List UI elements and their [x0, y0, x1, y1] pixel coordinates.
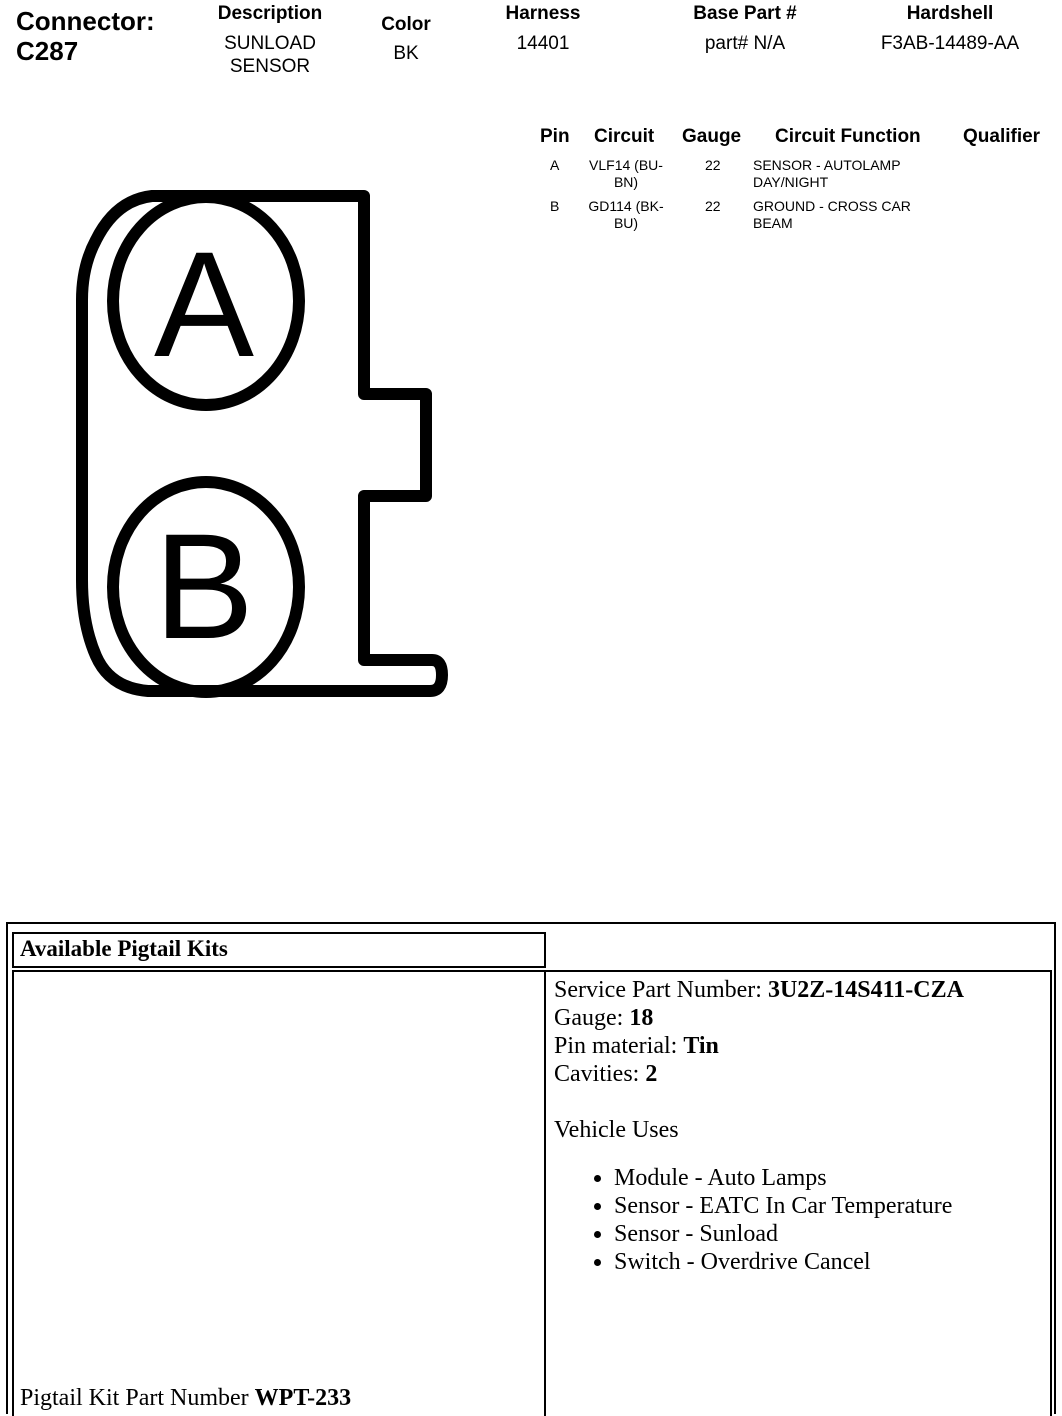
pin-material-label: Pin material: — [554, 1033, 678, 1059]
hardshell-value: F3AB-14489-AA — [880, 33, 1020, 54]
pin-b-gauge: 22 — [705, 198, 721, 214]
hardshell-column — [860, 2, 1040, 55]
cavities-line — [554, 1060, 1042, 1088]
pin-b-function — [753, 198, 911, 232]
pigtail-title: Available Pigtail Kits — [12, 932, 546, 968]
cavity-b-label: B — [153, 502, 255, 670]
description-value-line-2: SENSOR — [229, 56, 311, 77]
circuit-header: Circuit — [594, 126, 655, 147]
vehicle-use-item: • Switch - Overdrive Cancel — [614, 1248, 1042, 1276]
pin-material-line — [554, 1032, 1042, 1060]
connector-housing-outline — [82, 196, 442, 691]
base-part-column — [675, 2, 815, 55]
connector-face-diagram — [60, 180, 460, 720]
vehicle-use-item: • Sensor - EATC In Car Temperature — [614, 1192, 1042, 1220]
connector-header — [0, 0, 1062, 90]
description-value-line-1: SUNLOAD — [224, 33, 316, 54]
color-heading: Color — [381, 14, 431, 35]
cavity-a-label: A — [153, 220, 255, 388]
pin-b-circuit-line-1: GD114 (BK- — [588, 198, 664, 214]
description-column — [200, 2, 340, 78]
pin-b-circuit — [578, 198, 674, 232]
gauge-line — [554, 1004, 1042, 1032]
service-part-value: 3U2Z-14S411-CZA — [767, 977, 964, 1003]
pigtail-kits-table — [6, 922, 1056, 1414]
harness-heading: Harness — [505, 3, 581, 24]
harness-column — [483, 2, 603, 55]
service-part-line — [554, 976, 1042, 1004]
pigtail-empty-header-cell — [548, 932, 1052, 972]
cavities-label: Cavities: — [554, 1061, 640, 1087]
gauge-label: Gauge: — [554, 1005, 624, 1031]
pin-header: Pin — [540, 126, 570, 147]
description-heading: Description — [217, 3, 323, 24]
hardshell-heading: Hardshell — [906, 3, 994, 24]
pin-a-circuit-line-1: VLF14 (BU- — [589, 157, 663, 173]
pin-b-function-line-1: GROUND - CROSS CAR — [753, 198, 911, 214]
color-column — [366, 13, 446, 65]
pin-a-gauge: 22 — [705, 157, 721, 173]
service-part-label: Service Part Number: — [554, 977, 762, 1003]
kit-label: Pigtail Kit Part Number — [20, 1385, 249, 1411]
pigtail-image-cell — [12, 970, 546, 1416]
pin-a-function-line-1: SENSOR - AUTOLAMP — [753, 157, 901, 173]
pin-a-function — [753, 157, 901, 191]
pin-b-id: B — [550, 198, 560, 214]
pin-a-circuit — [578, 157, 674, 191]
pin-material-value: Tin — [683, 1033, 719, 1059]
pin-a-function-line-2: DAY/NIGHT — [753, 174, 829, 190]
cavities-value: 2 — [645, 1061, 658, 1087]
pin-a-id: A — [550, 157, 560, 173]
circuit-function-header: Circuit Function — [775, 126, 921, 147]
connector-title — [16, 6, 155, 66]
vehicle-uses-list — [554, 1164, 1042, 1276]
color-value: BK — [393, 43, 419, 64]
gauge-header: Gauge — [682, 126, 742, 147]
gauge-value: 18 — [629, 1005, 654, 1031]
kit-number: WPT-233 — [254, 1385, 352, 1411]
pigtail-details-cell — [544, 970, 1052, 1416]
connector-id: C287 — [16, 36, 79, 66]
vehicle-use-item: • Module - Auto Lamps — [614, 1164, 1042, 1192]
pin-b-circuit-line-2: BU) — [613, 215, 639, 231]
pin-a-circuit-line-2: BN) — [613, 174, 639, 190]
pigtail-kit-part-number — [20, 1385, 351, 1412]
base-part-value: part# N/A — [704, 33, 786, 54]
base-part-heading: Base Part # — [693, 3, 797, 24]
connector-label: Connector: — [16, 6, 155, 36]
qualifier-header: Qualifier — [963, 126, 1041, 147]
vehicle-use-item: • Sensor - Sunload — [614, 1220, 1042, 1248]
harness-value: 14401 — [516, 33, 570, 54]
pin-b-function-line-2: BEAM — [753, 215, 793, 231]
vehicle-uses-heading: Vehicle Uses — [554, 1117, 679, 1143]
